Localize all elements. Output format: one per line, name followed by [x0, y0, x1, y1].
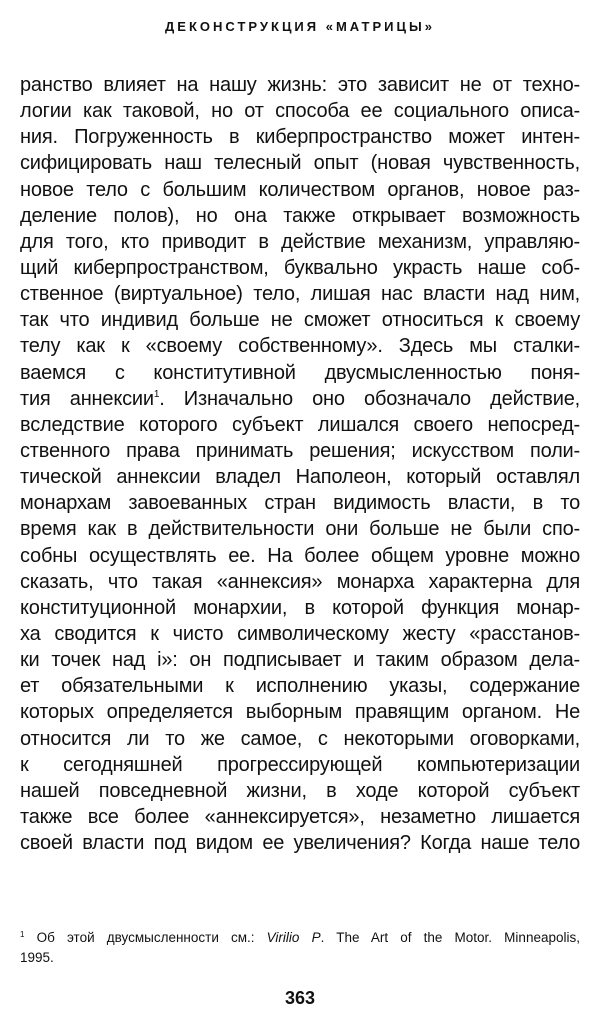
body-text: [20, 72, 580, 856]
running-head: ДЕКОНСТРУКЦИЯ «МАТРИЦЫ»: [165, 19, 435, 34]
text-line: логии как таковой, но от способа ее социального описа-: [20, 100, 580, 123]
text-line: ки точек над i»: он подписывает и таким образом дела-: [20, 649, 580, 672]
text-line: ваемся с конститутивной двусмысленностью поня-: [20, 361, 580, 384]
text-line: монархам завоеванных стран видимость власти, в то: [20, 492, 580, 515]
footnote: [20, 928, 580, 968]
text-line: своей власти под видом ее увеличения? Когда наше тело: [20, 832, 580, 855]
text-line: телу как к «своему собственному». Здесь мы сталки-: [20, 335, 580, 358]
footnote-author: Virilio P: [266, 930, 321, 945]
page-number: 363: [284, 988, 316, 1008]
text-line: сифицировать наш телесный опыт (новая чувственность,: [20, 152, 580, 175]
text-line: конституционной монархии, в которой функция монар-: [20, 596, 580, 619]
text-line: относится ли то же самое, с некоторыми оговорками,: [20, 727, 580, 750]
text-line: щий киберпространством, буквально украсть наше соб-: [20, 256, 580, 279]
text-segment: тия аннексии: [20, 387, 154, 410]
footnote-line-1: [20, 928, 580, 948]
text-line: собны осуществлять ее. На более общем уровне можно: [20, 544, 580, 567]
footnote-title: . The Art of the Motor. Minneapolis,: [320, 930, 580, 945]
text-line: ственного права принимать решения; искусством поли-: [20, 439, 580, 462]
text-segment: . Изначально оно обозначало действие,: [159, 387, 580, 410]
footnote-line-2: 1995.: [20, 950, 54, 965]
text-line: ранство влияет на нашу жизнь: это зависит не от техно-: [20, 74, 580, 96]
text-line: нашей повседневной жизни, в ходе которой субъект: [20, 779, 580, 802]
text-line: ет обязательными к исполнению указы, содержание: [20, 675, 580, 698]
text-line: сказать, что такая «аннексия» монарха характерна для: [20, 570, 580, 593]
footnote-text: Об этой двусмысленности см.:: [24, 930, 267, 945]
footnote-reference: 1: [153, 388, 160, 400]
text-line: вследствие которого субъект лишался своего непосред-: [20, 413, 580, 436]
text-line: для того, кто приводит в действие механизм, управляю-: [20, 230, 580, 253]
text-line: деление полов), но она также открывает возможность: [20, 204, 580, 227]
text-line: тической аннексии владел Наполеон, который оставлял: [20, 466, 580, 489]
text-line: время как в действительности они больше не были спо-: [20, 518, 580, 541]
text-line: ния. Погруженность в киберпространство может интен-: [20, 126, 580, 149]
text-line: [20, 386, 580, 412]
text-line: к сегодняшней прогрессирующей компьютеризации: [20, 753, 580, 776]
text-line: ственное (виртуальное) тело, лишая нас власти над ним,: [20, 283, 580, 306]
text-line: новое тело с большим количеством органов, новое раз-: [20, 178, 580, 201]
text-line: так что индивид больше не сможет относиться к своему: [20, 309, 580, 332]
text-line: ха сводится к чисто символическому жесту «расстанов-: [20, 622, 580, 645]
footnote-marker: 1: [20, 930, 25, 939]
text-line: которых определяется выборным правящим органом. Не: [20, 701, 580, 724]
text-line: также все более «аннексируется», незаметно лишается: [20, 805, 580, 828]
